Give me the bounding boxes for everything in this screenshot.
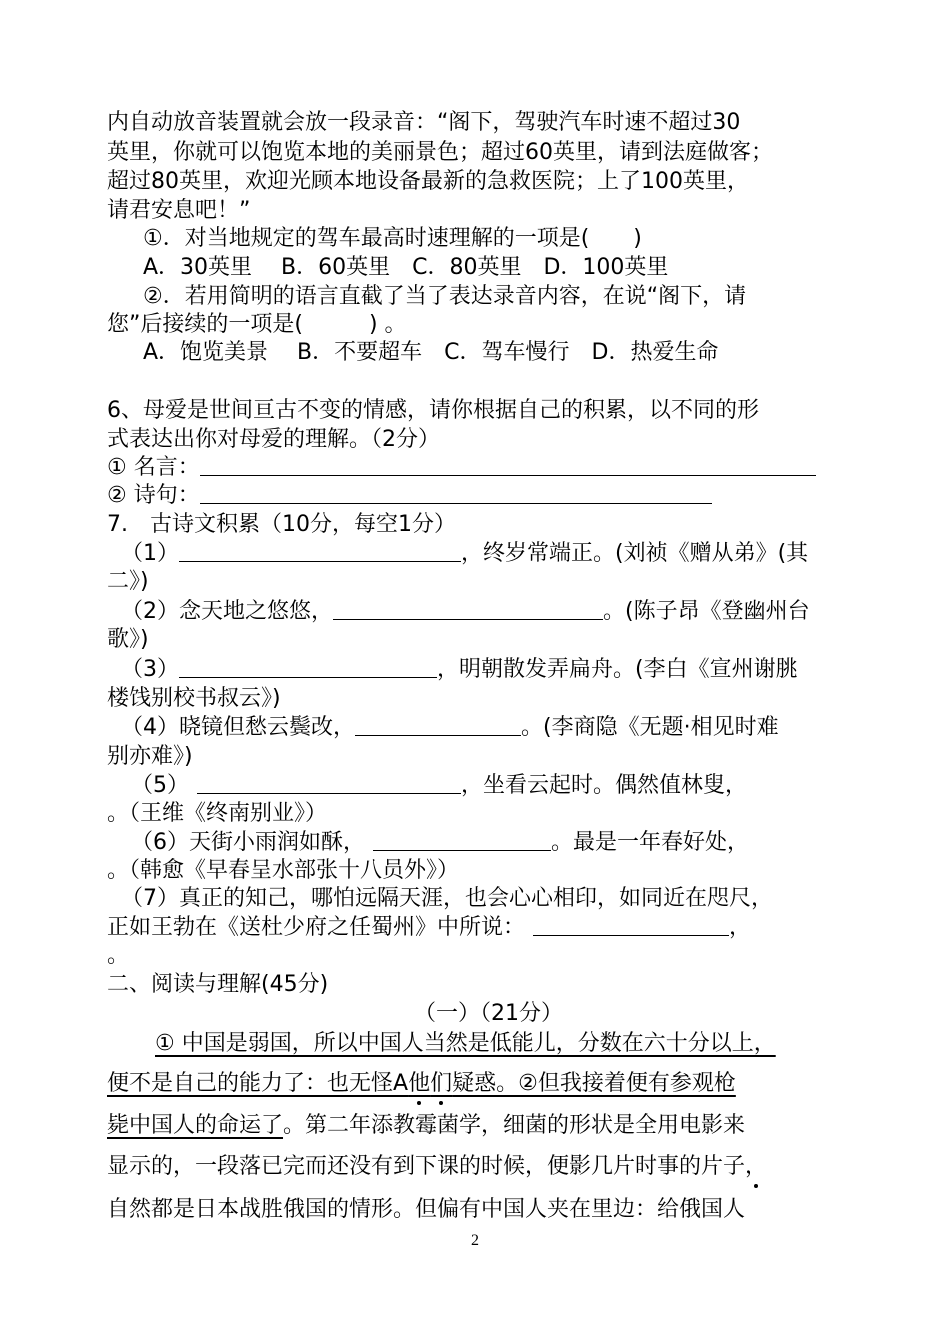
poem-item-6: （6）天街小雨润如酥， 。最是一年春好处， xyxy=(131,830,750,855)
poem-item-3: （3） ，明朝散发弄扁舟。(李白《宣州谢朓 xyxy=(121,657,798,682)
poem-item-7-end: 。 xyxy=(107,943,130,968)
passage-line: 超过80英里，欢迎光顾本地设备最新的急救医院；上了100英里， xyxy=(107,169,749,194)
subsection-title: （一）（21分） xyxy=(414,1001,563,1026)
poem-item-7-line2: 正如王勃在《送杜少府之任蜀州》中所说： ， xyxy=(107,915,752,940)
poem-item-7: （7）真正的知己，哪怕远隔天涯，也会心心相印，如同近在咫尺， xyxy=(121,886,773,911)
question-stem: ②．若用简明的语言直截了当了表达录音内容，在说“阁下，请 xyxy=(143,284,747,309)
poem-item-1-cont: 二》) xyxy=(107,569,149,594)
verse-label: ② 诗句： xyxy=(107,483,200,508)
answer-blank[interactable] xyxy=(373,828,551,851)
question-options: A．饱览美景 B．不要超车 C．驾车慢行 D．热爱生命 xyxy=(143,340,719,365)
question-stem: 6、母爱是世间亘古不变的情感，请你根据自己的积累，以不同的形 xyxy=(107,398,759,423)
reading-line-3: 毙中国人的命运了。第二年添教霉菌学，细菌的形状是全用电影来 xyxy=(107,1113,746,1138)
answer-line-motto xyxy=(107,453,816,483)
poem-item-2-cont: 歌》) xyxy=(107,627,149,652)
emphasis-char: ， xyxy=(745,1154,768,1179)
poem-item-6-cont: 。（韩愈《早春呈水部张十八员外》） xyxy=(107,858,460,883)
reading-line-5: 自然都是日本战胜俄国的情形。但偏有中国人夹在里边：给俄国人 xyxy=(107,1197,746,1222)
motto-blank[interactable] xyxy=(200,453,816,476)
passage-line: 请君安息吧！” xyxy=(107,198,251,223)
emphasis-char: 他 xyxy=(408,1071,431,1096)
poem-item-2: （2）念天地之悠悠， 。(陈子昂《登幽州台 xyxy=(121,599,810,624)
reading-line-4: 显示的，一段落已完而还没有到下课的时候，便影几片时事的片子， xyxy=(107,1154,768,1179)
emphasis-char: 们 xyxy=(430,1071,453,1096)
poem-item-4: （4）晓镜但愁云鬓改， 。(李商隐《无题·相见时难 xyxy=(121,715,779,740)
answer-line-verse xyxy=(107,481,712,511)
poem-item-1: （1） ，终岁常端正。(刘祯《赠从弟》(其 xyxy=(121,541,809,566)
passage-line: 英里，你就可以饱览本地的美丽景色；超过60英里，请到法庭做客； xyxy=(107,140,773,165)
question-title: 7. 古诗文积累（10分，每空1分） xyxy=(107,512,456,537)
poem-item-5: （5） ，坐看云起时。偶然值林叟， xyxy=(131,773,748,798)
poem-item-4-cont: 别亦难》) xyxy=(107,744,193,769)
answer-blank[interactable] xyxy=(355,713,521,736)
question-stem: 您”后接续的一项是( ) 。 xyxy=(107,312,407,337)
poem-item-5-cont: 。（王维《终南别业》） xyxy=(107,801,328,826)
answer-blank[interactable] xyxy=(179,539,461,562)
poem-item-3-cont: 楼饯别校书叔云》) xyxy=(107,686,281,711)
question-stem: 式表达出你对母爱的理解。（2分） xyxy=(107,427,440,452)
section-title: 二、阅读与理解(45分) xyxy=(107,972,329,997)
answer-blank[interactable] xyxy=(533,913,729,936)
reading-line-2: 便不是自己的能力了：也无怪A他们疑惑。②但我接着便有参观枪 xyxy=(107,1071,736,1096)
answer-blank[interactable] xyxy=(179,655,437,678)
question-stem: ①．对当地规定的驾车最高时速理解的一项是( ) xyxy=(143,226,642,251)
answer-blank[interactable] xyxy=(197,771,461,794)
answer-blank[interactable] xyxy=(333,597,603,620)
page-number: 2 xyxy=(471,1232,479,1249)
reading-line-1: ① 中国是弱国，所以中国人当然是低能儿，分数在六十分以上， xyxy=(155,1031,776,1056)
question-options: A．30英里 B．60英里 C．80英里 D．100英里 xyxy=(143,255,669,280)
verse-blank[interactable] xyxy=(200,481,712,504)
passage-line: 内自动放音装置就会放一段录音：“阁下，驾驶汽车时速不超过30 xyxy=(107,110,741,135)
motto-label: ① 名言： xyxy=(107,455,200,480)
